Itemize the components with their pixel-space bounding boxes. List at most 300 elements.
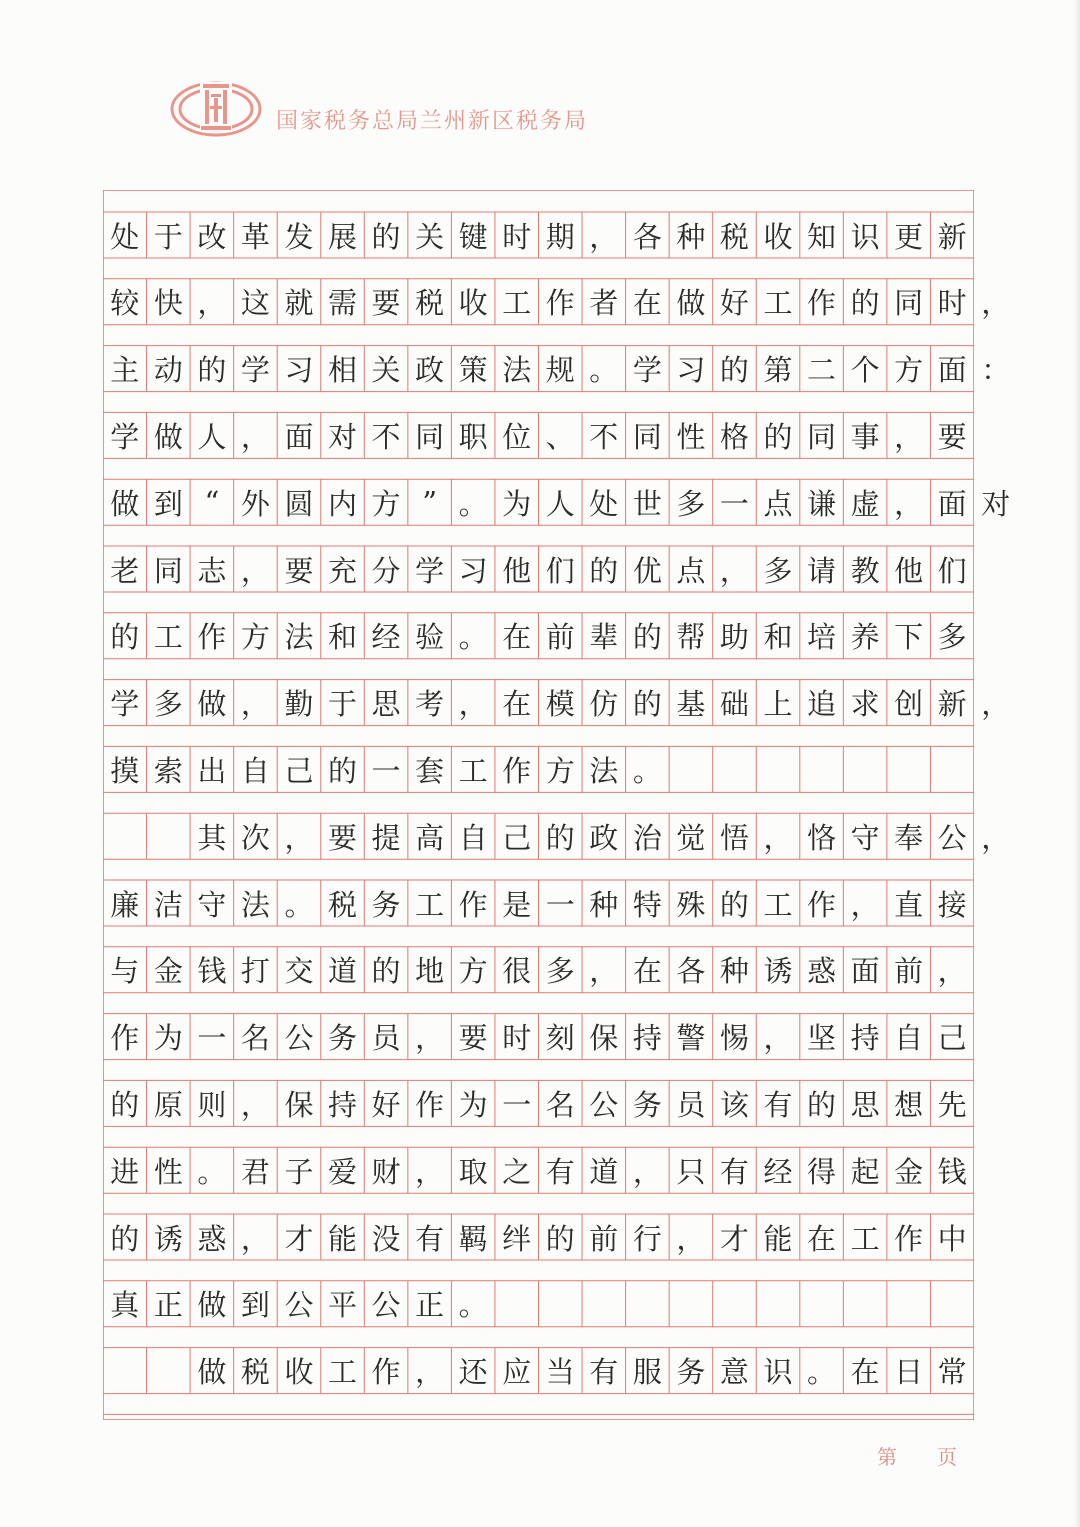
text-line — [103, 1080, 974, 1126]
grid-character: 财 — [371, 1154, 401, 1189]
grid-character: 习 — [458, 553, 488, 588]
grid-character: 位 — [502, 419, 532, 454]
grid-character: 多 — [545, 954, 575, 989]
grid-character: 多 — [763, 553, 793, 588]
grid-character: 做 — [197, 687, 227, 722]
grid-character: 惕 — [719, 1021, 749, 1056]
grid-character: ， — [589, 954, 619, 989]
grid-character: 进 — [110, 1154, 140, 1189]
grid-character: 面 — [937, 353, 967, 388]
grid-character: 方 — [545, 753, 575, 788]
grid-character: 充 — [328, 553, 358, 588]
grid-character: 做 — [197, 1288, 227, 1323]
grid-character: 同 — [894, 286, 924, 321]
grid-character: 取 — [458, 1154, 488, 1189]
grid-character: 发 — [284, 219, 314, 254]
text-line — [103, 279, 1011, 325]
grid-character: 们 — [937, 553, 967, 588]
grid-character: 识 — [763, 1355, 793, 1390]
grid-character: 次 — [240, 820, 270, 855]
grid-character: 己 — [502, 820, 532, 855]
grid-character: 奉 — [894, 820, 924, 855]
grid-character: 前 — [894, 954, 924, 989]
grid-character: 快 — [153, 286, 183, 321]
grid-character: 时 — [502, 219, 532, 254]
grid-character: 对 — [981, 486, 1011, 521]
grid-character: ， — [763, 1021, 793, 1056]
grid-character: 法 — [502, 353, 532, 388]
grid-character: 识 — [850, 219, 880, 254]
grid-character: 羁 — [458, 1221, 488, 1256]
grid-character: 学 — [110, 419, 140, 454]
grid-character: 公 — [371, 1288, 401, 1323]
grid-character: 关 — [371, 353, 401, 388]
grid-character: 到 — [240, 1288, 270, 1323]
grid-character: 性 — [153, 1154, 183, 1189]
grid-character: 创 — [894, 687, 924, 722]
grid-character: 保 — [589, 1021, 619, 1056]
grid-character: 不 — [589, 419, 619, 454]
text-line — [103, 346, 1011, 392]
grid-character: 的 — [545, 820, 575, 855]
grid-character: 君 — [240, 1154, 270, 1189]
grid-character: 税 — [415, 286, 445, 321]
grid-character: “ — [204, 485, 220, 520]
grid-character: 经 — [371, 620, 401, 655]
grid-character: 期 — [545, 219, 575, 254]
grid-character: 多 — [937, 620, 967, 655]
grid-character: 原 — [153, 1087, 183, 1122]
grid-character: 需 — [328, 286, 358, 321]
grid-character: 公 — [284, 1288, 314, 1323]
grid-character: 平 — [328, 1288, 358, 1323]
grid-character: 员 — [371, 1021, 401, 1056]
grid-character: 不 — [371, 419, 401, 454]
grid-character: 前 — [545, 620, 575, 655]
grid-character: 。 — [458, 620, 488, 655]
grid-character: 。 — [284, 887, 314, 922]
grid-character: 自 — [240, 753, 270, 788]
grid-character: 更 — [894, 219, 924, 254]
grid-character: 套 — [415, 753, 445, 788]
grid-character: 作 — [894, 1221, 924, 1256]
grid-character: 法 — [240, 887, 270, 922]
grid-character: 下 — [894, 620, 924, 655]
grid-character: 的 — [850, 286, 880, 321]
grid-character: 作 — [807, 887, 837, 922]
page-label-di: 第 — [877, 1445, 897, 1469]
grid-character: ， — [937, 954, 967, 989]
grid-character: 的 — [545, 1221, 575, 1256]
grid-character: 职 — [458, 419, 488, 454]
grid-character: 高 — [415, 820, 445, 855]
grid-character: 志 — [197, 553, 227, 588]
grid-character: 作 — [807, 286, 837, 321]
grid-character: 坚 — [807, 1021, 837, 1056]
grid-character: 警 — [676, 1021, 706, 1056]
grid-character: 与 — [110, 954, 140, 989]
grid-character: 好 — [719, 286, 749, 321]
grid-character: 在 — [502, 620, 532, 655]
grid-character: ， — [240, 1221, 270, 1256]
grid-character — [147, 813, 191, 859]
grid-character: 和 — [328, 620, 358, 655]
grid-character: 主 — [110, 353, 140, 388]
grid-character: 学 — [632, 353, 662, 388]
grid-character: 要 — [458, 1021, 488, 1056]
grid-character: 持 — [632, 1021, 662, 1056]
grid-character: 思 — [371, 687, 401, 722]
grid-character: 辈 — [589, 620, 619, 655]
grid-character: 得 — [807, 1154, 837, 1189]
grid-character: 工 — [328, 1355, 358, 1390]
text-line — [103, 746, 974, 792]
grid-character: ， — [763, 820, 793, 855]
grid-character: 常 — [937, 1355, 967, 1390]
grid-character: 先 — [937, 1087, 967, 1122]
grid-character: 新 — [937, 219, 967, 254]
grid-character: 公 — [284, 1021, 314, 1056]
grid-character: 只 — [676, 1154, 706, 1189]
grid-character: 、 — [545, 419, 575, 454]
grid-character: 要 — [284, 553, 314, 588]
grid-character: 各 — [676, 954, 706, 989]
grid-character: 接 — [937, 887, 967, 922]
grid-character: 钱 — [197, 954, 227, 989]
grid-character: 有 — [545, 1154, 575, 1189]
grid-character: 他 — [894, 553, 924, 588]
grid-character: 就 — [284, 286, 314, 321]
grid-character: 工 — [458, 753, 488, 788]
grid-character: 的 — [197, 353, 227, 388]
grid-character: ， — [240, 419, 270, 454]
grid-character: 己 — [284, 753, 314, 788]
grid-character: 正 — [153, 1288, 183, 1323]
grid-character: 面 — [284, 419, 314, 454]
grid-character: 收 — [284, 1355, 314, 1390]
grid-character: 方 — [458, 954, 488, 989]
grid-character: 有 — [763, 1087, 793, 1122]
grid-character: ” — [422, 485, 438, 520]
grid-character: 才 — [284, 1221, 314, 1256]
grid-character: 务 — [632, 1087, 662, 1122]
grid-character: 分 — [371, 553, 401, 588]
grid-character: 没 — [371, 1221, 401, 1256]
grid-character: ， — [676, 1221, 706, 1256]
grid-character: 追 — [807, 687, 837, 722]
grid-character: 法 — [589, 753, 619, 788]
text-line — [103, 613, 974, 659]
text-line — [103, 1281, 974, 1327]
grid-character: 处 — [589, 486, 619, 521]
grid-character: 经 — [763, 1154, 793, 1189]
grid-character: 交 — [284, 954, 314, 989]
grid-character: 道 — [589, 1154, 619, 1189]
grid-character: 格 — [719, 419, 749, 454]
grid-character: 金 — [153, 954, 183, 989]
text-line — [103, 546, 974, 592]
grid-character: 治 — [632, 820, 662, 855]
grid-character: 工 — [850, 1221, 880, 1256]
grid-character: 正 — [415, 1288, 445, 1323]
grid-character: 点 — [676, 553, 706, 588]
grid-character: 同 — [153, 553, 183, 588]
grid-character: 有 — [589, 1355, 619, 1390]
grid-character: 工 — [763, 286, 793, 321]
grid-character: 思 — [850, 1087, 880, 1122]
grid-character: 的 — [371, 954, 401, 989]
grid-character: 有 — [415, 1221, 445, 1256]
grid-character: 刻 — [545, 1021, 575, 1056]
grid-character: 才 — [719, 1221, 749, 1256]
grid-character: 关 — [415, 219, 445, 254]
grid-character: 要 — [937, 419, 967, 454]
grid-character: 在 — [850, 1355, 880, 1390]
grid-character: 的 — [719, 353, 749, 388]
grid-character: 。 — [458, 486, 488, 521]
grid-character: 。 — [807, 1355, 837, 1390]
letterhead — [170, 76, 730, 146]
grid-character: 作 — [371, 1355, 401, 1390]
grid-character: 方 — [240, 620, 270, 655]
grid-character: ， — [284, 820, 314, 855]
grid-character: 求 — [850, 687, 880, 722]
grid-character: 世 — [632, 486, 662, 521]
text-line — [103, 479, 1011, 525]
grid-character: ， — [240, 1087, 270, 1122]
grid-character: 员 — [676, 1087, 706, 1122]
text-line — [103, 680, 1011, 726]
grid-character: 一 — [719, 486, 749, 521]
grid-character: 直 — [894, 887, 924, 922]
grid-character: 到 — [153, 486, 183, 521]
text-line — [103, 412, 974, 458]
grid-character: 展 — [328, 219, 358, 254]
grid-character: 方 — [371, 486, 401, 521]
grid-character: 习 — [284, 353, 314, 388]
grid-character: 持 — [850, 1021, 880, 1056]
grid-character: ， — [458, 687, 488, 722]
grid-character: 为 — [458, 1087, 488, 1122]
tax-emblem-icon — [170, 76, 262, 138]
grid-character: 作 — [197, 620, 227, 655]
grid-character: 中 — [937, 1221, 967, 1256]
grid-character: 的 — [328, 753, 358, 788]
grid-character: 种 — [589, 887, 619, 922]
grid-character: 者 — [589, 286, 619, 321]
grid-character: 服 — [632, 1355, 662, 1390]
grid-character: 一 — [197, 1021, 227, 1056]
grid-character: ， — [894, 486, 924, 521]
grid-character: ， — [981, 820, 1011, 855]
grid-character: 对 — [328, 419, 358, 454]
grid-character: 觉 — [676, 820, 706, 855]
grid-character: 勤 — [284, 687, 314, 722]
grid-character: 作 — [545, 286, 575, 321]
grid-character: 打 — [240, 954, 270, 989]
grid-character: 老 — [110, 553, 140, 588]
grid-character: 公 — [937, 820, 967, 855]
grid-character: 钱 — [937, 1154, 967, 1189]
grid-character: 务 — [328, 1021, 358, 1056]
grid-character: 摸 — [110, 753, 140, 788]
page-edge — [1074, 0, 1080, 1527]
grid-character: 新 — [937, 687, 967, 722]
grid-character: 点 — [763, 486, 793, 521]
grid-character: 规 — [545, 353, 575, 388]
grid-character: 工 — [153, 620, 183, 655]
grid-character: 助 — [719, 620, 749, 655]
grid-character: 上 — [763, 687, 793, 722]
grid-character: 学 — [415, 553, 445, 588]
grid-character: 革 — [240, 219, 270, 254]
grid-character: 习 — [676, 353, 706, 388]
grid-character: 的 — [763, 419, 793, 454]
grid-character: 的 — [719, 887, 749, 922]
grid-character: 作 — [458, 887, 488, 922]
grid-character — [103, 813, 147, 859]
grid-character: 时 — [502, 1021, 532, 1056]
grid-character: 同 — [632, 419, 662, 454]
grid-character: 在 — [632, 954, 662, 989]
text-line — [103, 880, 974, 926]
grid-character: 验 — [415, 620, 445, 655]
grid-character: 多 — [676, 486, 706, 521]
grid-character: 培 — [807, 620, 837, 655]
grid-character: 自 — [458, 820, 488, 855]
grid-character: 面 — [937, 486, 967, 521]
grid-character: 模 — [545, 687, 575, 722]
grid-character: ， — [415, 1355, 445, 1390]
grid-character: ， — [632, 1154, 662, 1189]
grid-character: 名 — [545, 1087, 575, 1122]
grid-character: 的 — [632, 620, 662, 655]
grid-character: 的 — [632, 687, 662, 722]
grid-character: 的 — [807, 1087, 837, 1122]
grid-character: 行 — [632, 1221, 662, 1256]
grid-character: 他 — [502, 553, 532, 588]
text-line — [103, 1348, 974, 1394]
grid-character: 同 — [415, 419, 445, 454]
grid-character: ， — [240, 553, 270, 588]
grid-character: ， — [415, 1154, 445, 1189]
grid-character: 政 — [589, 820, 619, 855]
grid-character: 的 — [110, 1087, 140, 1122]
grid-character: 。 — [458, 1288, 488, 1323]
grid-character: 础 — [719, 687, 749, 722]
grid-character: 养 — [850, 620, 880, 655]
text-line — [103, 1014, 974, 1060]
grid-character: 公 — [589, 1087, 619, 1122]
grid-character: 作 — [110, 1021, 140, 1056]
grid-character: 方 — [894, 353, 924, 388]
grid-character: 政 — [415, 353, 445, 388]
grid-character: 外 — [240, 486, 270, 521]
grid-character: 应 — [502, 1355, 532, 1390]
grid-character: 。 — [589, 353, 619, 388]
grid-character: 好 — [371, 1087, 401, 1122]
grid-character: 悟 — [719, 820, 749, 855]
grid-character: 帮 — [676, 620, 706, 655]
grid-character: 工 — [502, 286, 532, 321]
page-label-ye: 页 — [937, 1445, 957, 1469]
grid-character: 要 — [371, 286, 401, 321]
grid-character: 事 — [850, 419, 880, 454]
grid-character: 各 — [632, 219, 662, 254]
grid-character: 在 — [632, 286, 662, 321]
grid-character: 持 — [328, 1087, 358, 1122]
grid-character: 有 — [719, 1154, 749, 1189]
grid-character: 作 — [415, 1087, 445, 1122]
grid-character: 教 — [850, 553, 880, 588]
grid-character: 要 — [328, 820, 358, 855]
grid-character: 惑 — [197, 1221, 227, 1256]
grid-character — [147, 1348, 191, 1394]
grid-character: 键 — [458, 219, 488, 254]
grid-character: 请 — [807, 553, 837, 588]
grid-character: 真 — [110, 1288, 140, 1323]
grid-character: 收 — [763, 219, 793, 254]
organization-name: 国家税务总局兰州新区税务局 — [276, 109, 589, 134]
grid-character: 工 — [763, 887, 793, 922]
grid-character: ， — [415, 1021, 445, 1056]
grid-character: ， — [240, 687, 270, 722]
grid-character: 名 — [240, 1021, 270, 1056]
grid-character: 一 — [545, 887, 575, 922]
grid-character: 恪 — [807, 820, 837, 855]
grid-character: 提 — [371, 820, 401, 855]
grid-character: 在 — [502, 687, 532, 722]
grid-character: 法 — [284, 620, 314, 655]
grid-character: 性 — [676, 419, 706, 454]
grid-character: 殊 — [676, 887, 706, 922]
grid-character: 改 — [197, 219, 227, 254]
grid-character: 己 — [937, 1021, 967, 1056]
grid-character: 圆 — [284, 486, 314, 521]
grid-character: 为 — [153, 1021, 183, 1056]
grid-character: 保 — [284, 1087, 314, 1122]
grid-character: ， — [197, 286, 227, 321]
grid-character: 税 — [240, 1355, 270, 1390]
grid-character: 则 — [197, 1087, 227, 1122]
grid-character: 出 — [197, 753, 227, 788]
grid-character: 同 — [807, 419, 837, 454]
grid-character: 前 — [589, 1221, 619, 1256]
grid-character: 仿 — [589, 687, 619, 722]
text-line — [103, 212, 974, 258]
grid-character: 是 — [502, 887, 532, 922]
grid-character: 作 — [502, 753, 532, 788]
grid-character: 的 — [110, 1221, 140, 1256]
grid-character: 做 — [110, 486, 140, 521]
grid-character: 。 — [197, 1154, 227, 1189]
grid-character: 内 — [328, 486, 358, 521]
grid-character: 日 — [894, 1355, 924, 1390]
grid-character: 当 — [545, 1355, 575, 1390]
grid-character: 该 — [719, 1087, 749, 1122]
grid-character: 金 — [894, 1154, 924, 1189]
grid-character: 工 — [415, 887, 445, 922]
grid-character: 多 — [153, 687, 183, 722]
grid-character: 很 — [502, 954, 532, 989]
grid-character: 索 — [153, 753, 183, 788]
grid-character: 在 — [807, 1221, 837, 1256]
text-line — [103, 813, 1011, 859]
grid-character: 动 — [153, 353, 183, 388]
grid-character: 们 — [545, 553, 575, 588]
grid-character: 谦 — [807, 486, 837, 521]
grid-character: 做 — [197, 1355, 227, 1390]
